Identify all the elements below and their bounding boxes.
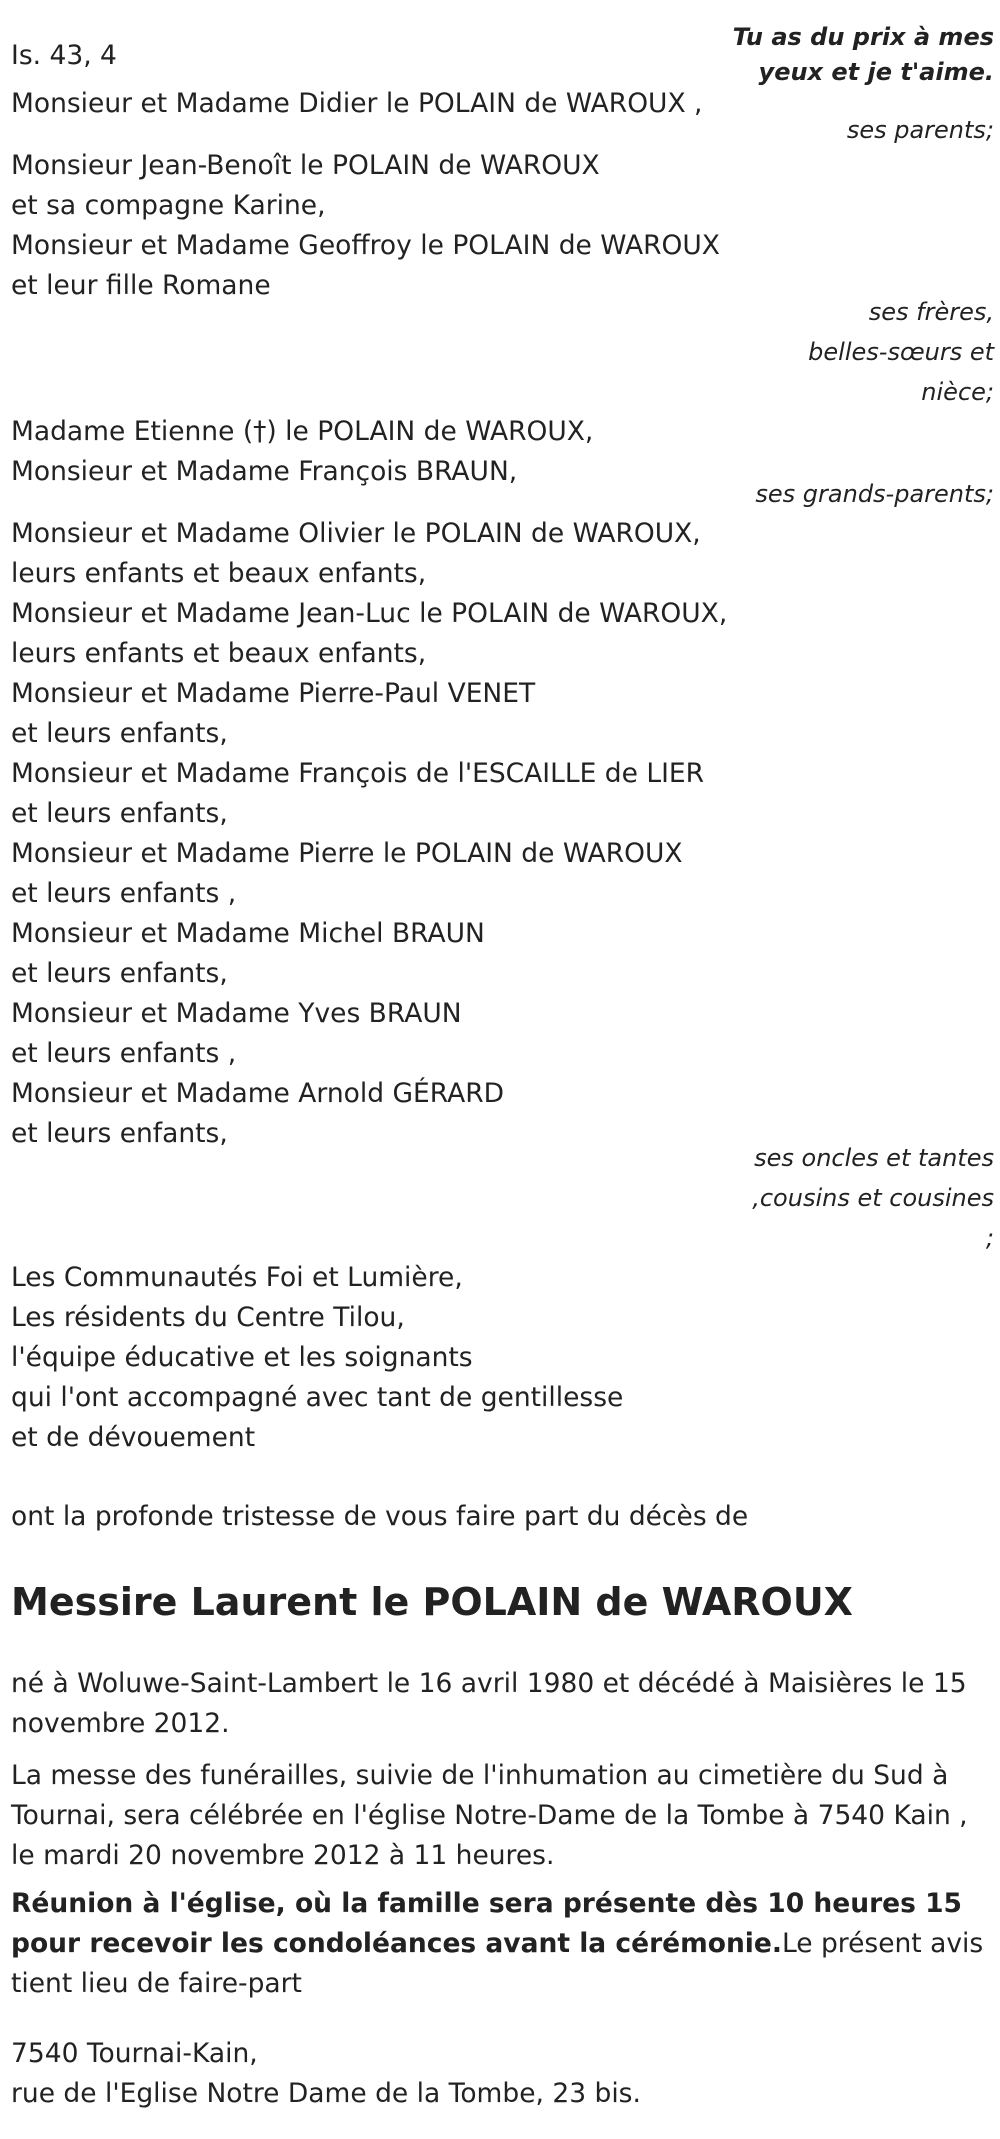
relatives-names	[11, 514, 727, 1154]
role-line: ;	[985, 1224, 994, 1252]
parents-names	[11, 84, 702, 124]
address	[11, 2034, 641, 2114]
family-line: Monsieur et Madame François de l'ESCAILLE de LIER	[11, 758, 705, 789]
motto-line: yeux et je t'aime.	[758, 58, 994, 86]
family-line: et leurs enfants,	[11, 798, 228, 829]
family-line: Monsieur et Madame Arnold GÉRARD	[11, 1078, 505, 1109]
family-line: Madame Etienne (†) le POLAIN de WAROUX,	[11, 416, 594, 447]
community-line: l'équipe éducative et les soignants	[11, 1342, 473, 1373]
role-line: ses oncles et tantes	[754, 1144, 994, 1172]
announcement-text: ont la profonde tristesse de vous faire part du décès de	[11, 1501, 749, 1532]
role-line: ,cousins et cousines	[752, 1184, 994, 1212]
role-line: ses frères,	[868, 298, 994, 326]
family-line: Monsieur et Madame Pierre-Paul VENET	[11, 678, 536, 709]
role-line: nièce;	[921, 378, 994, 406]
deceased-name: Messire Laurent le POLAIN de WAROUX	[11, 1580, 853, 1624]
family-line: Monsieur et Madame Didier le POLAIN de WAROUX ,	[11, 88, 703, 119]
scripture-reference: Is. 43, 4	[11, 40, 117, 71]
family-line: Monsieur Jean-Benoît le POLAIN de WAROUX	[11, 150, 600, 181]
family-line: Monsieur et Madame Jean-Luc le POLAIN de WAROUX,	[11, 598, 728, 629]
community-line: Les résidents du Centre Tilou,	[11, 1302, 405, 1333]
address-city: 7540 Tournai-Kain,	[11, 2038, 258, 2069]
family-line: et sa compagne Karine,	[11, 190, 326, 221]
family-line: et leur fille Romane	[11, 270, 271, 301]
motto-line: Tu as du prix à mes	[732, 23, 994, 51]
family-line: Monsieur et Madame Geoffroy le POLAIN de WAROUX	[11, 230, 720, 261]
family-line: et leurs enfants ,	[11, 1038, 237, 1069]
communities-names	[11, 1258, 623, 1458]
siblings-names	[11, 146, 720, 306]
family-line: Monsieur et Madame Olivier le POLAIN de WAROUX,	[11, 518, 701, 549]
grandparents-names	[11, 412, 593, 492]
reunion-text	[11, 1884, 996, 2004]
motto	[733, 20, 994, 90]
role-line: belles-sœurs et	[808, 338, 994, 366]
siblings-role	[808, 292, 994, 412]
community-line: qui l'ont accompagné avec tant de gentillesse	[11, 1382, 624, 1413]
community-line: et de dévouement	[11, 1422, 256, 1453]
family-line: leurs enfants et beaux enfants,	[11, 558, 427, 589]
relatives-role	[752, 1138, 994, 1258]
family-line: leurs enfants et beaux enfants,	[11, 638, 427, 669]
address-street: rue de l'Eglise Notre Dame de la Tombe, 23 bis.	[11, 2078, 641, 2109]
family-line: Monsieur et Madame Michel BRAUN	[11, 918, 485, 949]
family-line: et leurs enfants ,	[11, 878, 237, 909]
birth-death-text: né à Woluwe-Saint-Lambert le 16 avril 1980 et décédé à Maisières le 15 novembre 2012.	[11, 1668, 967, 1739]
family-line: et leurs enfants,	[11, 718, 228, 749]
family-line: Monsieur et Madame Yves BRAUN	[11, 998, 462, 1029]
funeral-text: La messe des funérailles, suivie de l'inhumation au cimetière du Sud à Tournai, sera célébrée en l'église Notre-Dame de la Tombe à 7540 Kain , le mardi 20 novembre 2012 à 11 heures.	[11, 1760, 968, 1871]
family-line: Monsieur et Madame François BRAUN,	[11, 456, 518, 487]
grandparents-role: ses grands-parents;	[755, 480, 994, 508]
family-line: et leurs enfants,	[11, 1118, 228, 1149]
family-line: et leurs enfants,	[11, 958, 228, 989]
family-line: Monsieur et Madame Pierre le POLAIN de WAROUX	[11, 838, 683, 869]
reunion-note-text: Le présent avis tient lieu de faire-part	[11, 1928, 984, 1999]
parents-role: ses parents;	[846, 116, 994, 144]
reunion-bold-text: Réunion à l'église, où la famille sera présente dès 10 heures 15 pour recevoir les condoléances avant la cérémonie.	[11, 1888, 962, 1959]
community-line: Les Communautés Foi et Lumière,	[11, 1262, 463, 1293]
